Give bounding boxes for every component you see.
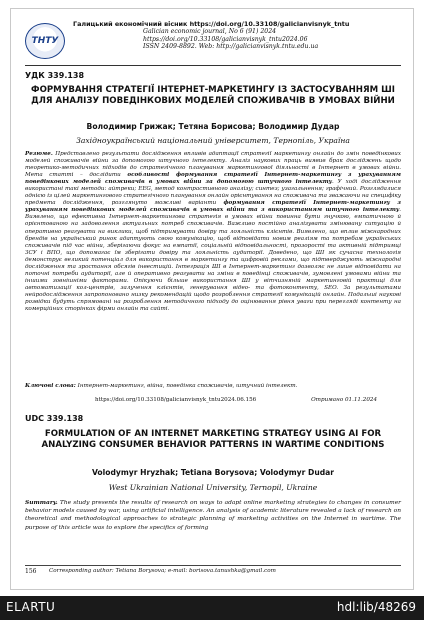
affiliation-en: West Ukrainian National University, Ternopil, Ukraine bbox=[108, 483, 318, 492]
logo-text: ТНТУ bbox=[31, 36, 59, 46]
doi-row bbox=[25, 397, 401, 406]
handle-id: hdl:lib/48269 bbox=[336, 600, 416, 614]
title-en: FORMULATION OF AN INTERNET MARKETING STRATEGY USING AI FOR ANALYZING CONSUMER BEHAVIOR PATTERNS IN WARTIME CONDITIONS bbox=[41, 429, 385, 450]
authors-ua: Володимир Грижак; Тетяна Борисова; Володимир Дудар bbox=[86, 122, 340, 131]
summary-en bbox=[25, 499, 401, 532]
footer-divider bbox=[25, 565, 401, 566]
journal-page bbox=[10, 8, 414, 590]
header-divider bbox=[25, 65, 401, 66]
corresponding-author-note: Corresponding author: Tetiana Borysova; e-mail: borisova.tanushka@gmail.com bbox=[49, 568, 276, 574]
summary-en-label: Summary. bbox=[25, 499, 58, 506]
abstract-ua-bold-2: формування стратегії Інтернет-маркетингу з урахуванням поведінкових моделей споживачів в умовах війни та з використанням штучного інтелекту bbox=[25, 200, 401, 214]
udc-ua: УДК 339.138 bbox=[25, 71, 85, 80]
abstract-ua-label: Резюме. bbox=[25, 151, 53, 157]
summary-en-text: The study presents the results of research on ways to adapt online marketing strategies to changes in consumer behavior models caused by war, using artificial intelligence. An analysis of academic literature revealed a lack of research on theoretical and methodological approaches to strategic planning of marketing activities on the Internet in wartime. The purpose of this article was to explore the specifics of forming bbox=[25, 500, 401, 531]
header-line-4: ISSN 2409-8892. Web: http://galicianvisnyk.tntu.edu.ua bbox=[143, 43, 319, 51]
journal-header bbox=[25, 19, 401, 63]
keywords-ua bbox=[25, 383, 401, 390]
abstract-ua-bold-1: особливості формування стратегії Інтернет-маркетингу з урахуванням поведінкових моделей споживачів в умовах війни за допомогою штучного інтелекту bbox=[25, 172, 401, 186]
udc-en: UDC 339.138 bbox=[25, 414, 84, 423]
title-ua: ФОРМУВАННЯ СТРАТЕГІЇ ІНТЕРНЕТ-МАРКЕТИНГУ ІЗ ЗАСТОСУВАННЯМ ШІ ДЛЯ АНАЛІЗУ ПОВЕДІНКОВИХ МОДЕЛЕЙ СПОЖИВАЧІВ В УМОВАХ ВІЙНИ bbox=[31, 85, 395, 106]
journal-header-text bbox=[73, 21, 403, 51]
abstract-ua bbox=[25, 151, 401, 313]
article-doi-link[interactable]: https://doi.org/10.33108/galicianvisnyk_tntu2024.06.156 bbox=[95, 397, 257, 403]
header-line-3: https://doi.org/10.33108/galicianvisnyk_tntu2024.06 bbox=[143, 35, 308, 43]
journal-logo bbox=[25, 23, 65, 59]
abstract-ua-part-3: . Виявлено, що ефективна Інтернет-маркетингова стратегія в умовах війни повинна бути гнучкою, емпатичною й орієнтованою на задоволення актуальних потреб споживачів. Важливо постійно аналізувати змінювану ситуацію й оперативно реагувати на виклики, щоб підтримувати довіру та лояльність клієнтів. Виявлено, що вплив міжнародних брендів на український ринок адаптують свою комунікацію, щоб відповідати новим реаліям та потребам українських споживачів під час війни, зберігаючи фокус на емпатії, соціальній відповідальності, прозорості та активній підтримці ЗСУ і ВПО, що допомагає їм зберігати довіру та лояльність аудиторії. Доведено, що ШІ як сучасна технологія демонструє великий потенціал для використання в маркетингу та цифровій реклами, що підтверджують міжнародні дослідження та зростання обсягів інвестицій. Інтеграція ШІ в Інтернет-маркетинг дозволяє не лише відповідати на поточні потреби аудиторії, але й оперативно реагувати на зміни в поведінці споживачів, зумовлені умовами війни та іншими зовнішніми факторами. Опікуючи більше використання ШІ у вітчизняній маркетинговій практиці для автоматизації кол-центрів, залучення клієнтів, генерування відео- та фотоконтенту, SEO. За результатами нейродослідження запропоновано низку рекомендацій щодо розроблення стратегії комунікацій онлайн. Подальші наукові розвідки будуть спрямовані на розроблення методичного підходу до оцінювання рівня уваги при перегляді контенту на комерційних сторінках фірми онлайн та сайті. bbox=[25, 207, 401, 313]
keywords-ua-label: Ключові слова: bbox=[25, 383, 76, 389]
header-line-2: Galician economic journal, No 6 (91) 2024 bbox=[143, 28, 277, 36]
repository-name: ELARTU bbox=[6, 600, 56, 614]
authors-en: Volodymyr Hryzhak; Tetiana Borysova; Volodymyr Dudar bbox=[91, 468, 335, 477]
abstract-ua-part-2: . У ході дослідження використані такі методи: айтреки; EEG, метод контрастивного аналізу; синтез; узагальнення; графічний. Розглядалися однією із цілей маркетингового стратегічного планування онлайн орієнтування на споживача та зважаючи на специфіку предмета дослідження, розглянуто можливі варіанти bbox=[25, 179, 401, 207]
page-number: 156 bbox=[25, 568, 37, 575]
affiliation-ua: Західноукраїнський національний університет, Тернопіль, Україна bbox=[76, 136, 350, 145]
header-line-1: Галицький економічний вісник https://doi.org/10.33108/galicianvisnyk_tntu bbox=[73, 21, 350, 28]
received-date: Отримано 01.11.2024 bbox=[311, 397, 377, 403]
repository-bar bbox=[0, 596, 424, 620]
keywords-ua-text: Інтернет-маркетинг, війна, поведінка споживачів, штучний інтелект. bbox=[75, 383, 298, 389]
abstract-ua-part-1: Представлено результати дослідження впливів адаптації стратегії маркетингу онлайн до змін поведінкових моделей споживачів війни за допомогою штучного інтелекту. Аналіз наукових праць виявив брак досліджень щодо теоретико-методичних підходів до стратегічного планування маркетингової діяльності в Інтернет в умовах війни. Мета статті – дослідити bbox=[25, 151, 401, 179]
